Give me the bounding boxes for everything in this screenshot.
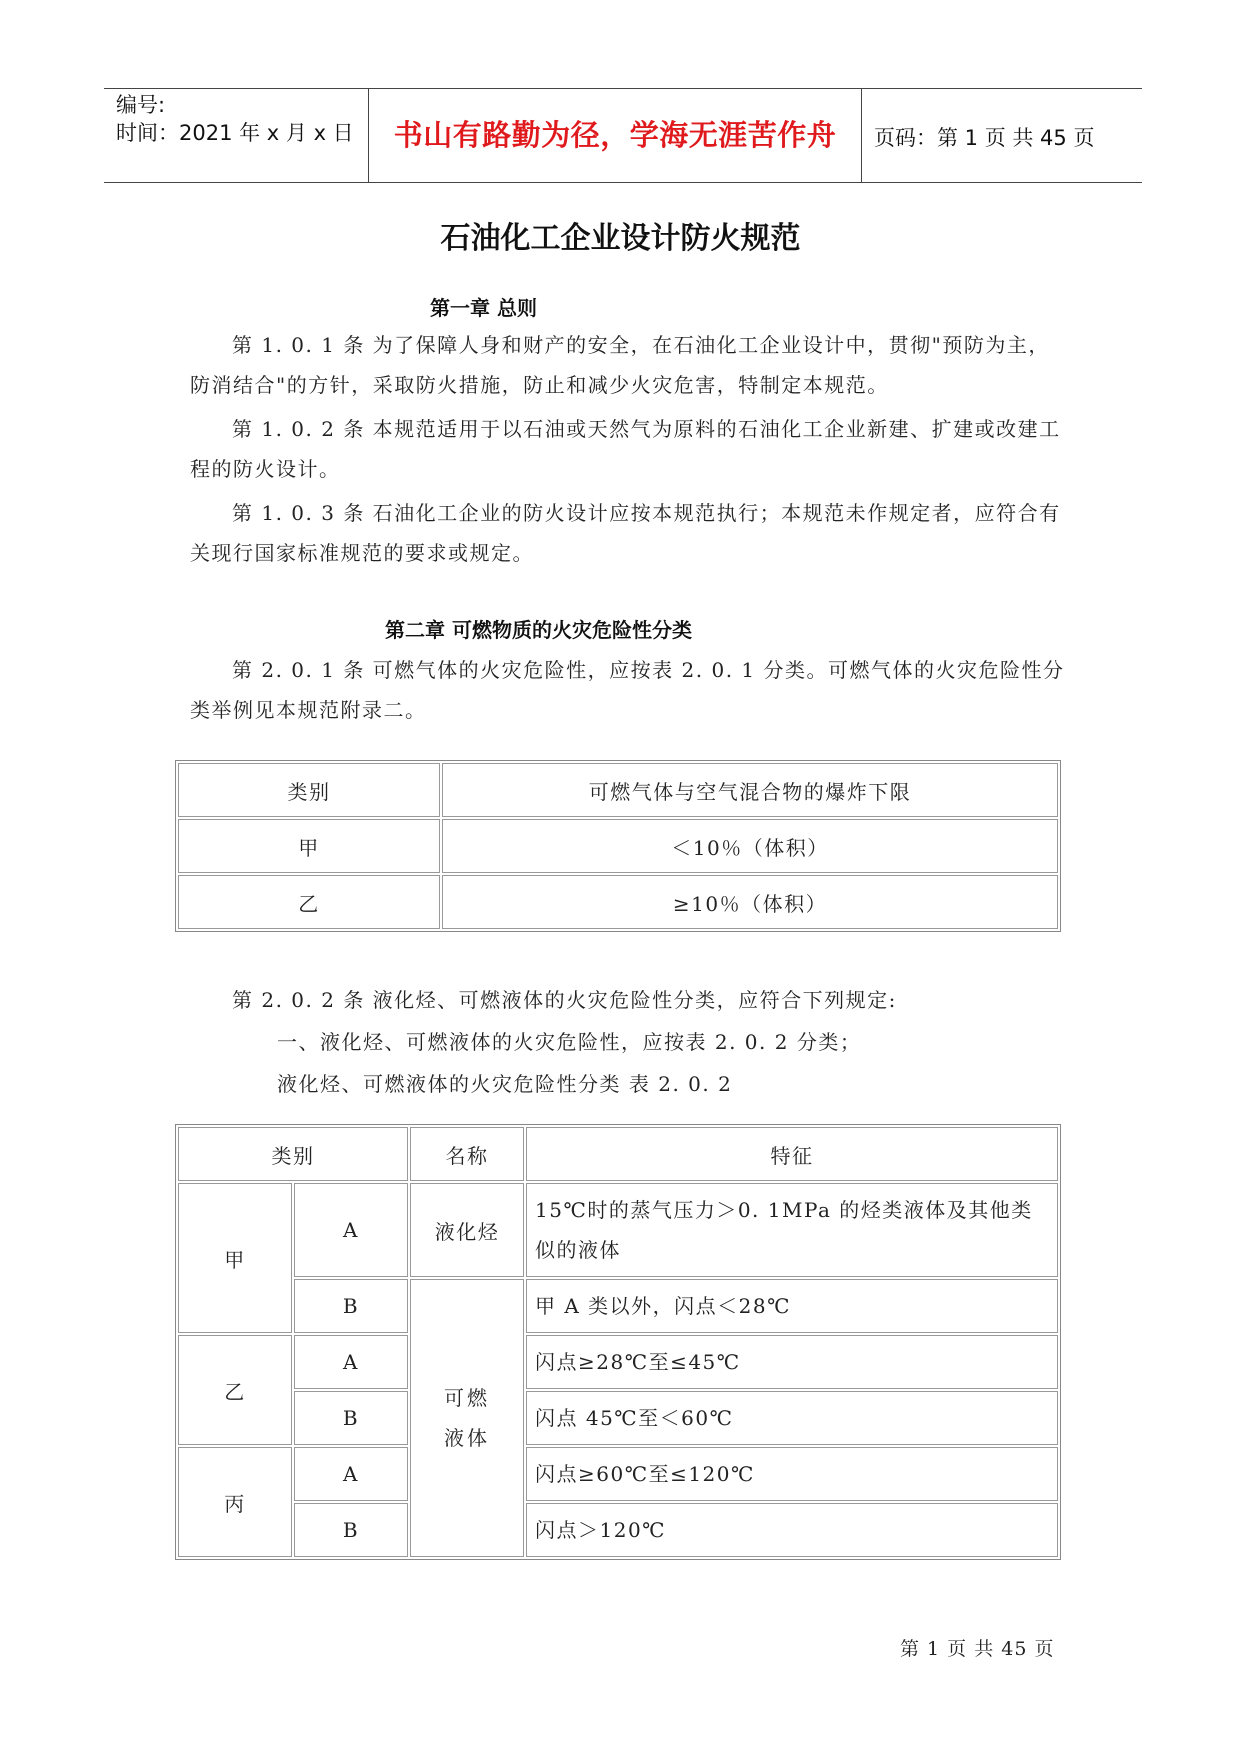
table-header-row <box>178 1127 1058 1181</box>
table-cell: B <box>294 1279 408 1333</box>
table-cell: A <box>294 1335 408 1389</box>
header-divider <box>861 89 862 183</box>
table-row <box>178 1335 1058 1389</box>
page-header <box>104 88 1142 183</box>
table-row <box>178 1391 1058 1445</box>
document-number-label: 编号: <box>116 93 166 117</box>
table-header-row <box>178 763 1058 817</box>
table-cell: 15℃时的蒸气压力＞0. 1MPa 的烃类液体及其他类似的液体 <box>526 1183 1058 1277</box>
table-cell: 闪点＞120℃ <box>526 1503 1058 1557</box>
document-title: 石油化工企业设计防火规范 <box>440 221 801 256</box>
table-cell: 甲 A 类以外，闪点＜28℃ <box>526 1279 1058 1333</box>
header-meta <box>116 91 354 147</box>
table-cell: 液化烃 <box>410 1183 524 1277</box>
table-cell: 甲 <box>178 1183 292 1333</box>
table-header-cell: 名称 <box>410 1127 524 1181</box>
paragraph: 第 1. 0. 1 条 为了保障人身和财产的安全，在石油化工企业设计中，贯彻"预防为主，防消结合"的方针，采取防火措施，防止和减少火灾危害，特制定本规范。 <box>190 333 1050 397</box>
chapter-heading: 第二章 可燃物质的火灾危险性分类 <box>385 618 692 642</box>
table-cell: 甲 <box>178 819 440 873</box>
table-row <box>178 1503 1058 1557</box>
table-cell: 闪点 45℃至＜60℃ <box>526 1391 1058 1445</box>
paragraph: 第 1. 0. 3 条 石油化工企业的防火设计应按本规范执行；本规范未作规定者，应符合有关现行国家标准规范的要求或规定。 <box>190 501 1061 565</box>
page-footer: 第 1 页 共 45 页 <box>900 1638 1055 1660</box>
table-cell: 可燃液体 <box>410 1279 524 1557</box>
table-cell: B <box>294 1391 408 1445</box>
document-time-label: 时间：2021 年 x 月 x 日 <box>116 121 354 145</box>
table-header-cell: 特征 <box>526 1127 1058 1181</box>
table-cell: ＜10％（体积） <box>442 819 1058 873</box>
table-header-cell: 类别 <box>178 763 440 817</box>
table-cell: 闪点≥28℃至≤45℃ <box>526 1335 1058 1389</box>
table-cell: ≥10％（体积） <box>442 875 1058 929</box>
gas-hazard-table <box>175 760 1061 932</box>
table-cell: 乙 <box>178 1335 292 1445</box>
table-header-cell: 可燃气体与空气混合物的爆炸下限 <box>442 763 1058 817</box>
table-row <box>178 1447 1058 1501</box>
table-row <box>178 875 1058 929</box>
paragraph: 第 2. 0. 1 条 可燃气体的火灾危险性，应按表 2. 0. 1 分类。可燃气体的火灾危险性分类举例见本规范附录二。 <box>190 658 1065 722</box>
header-page-label: 页码：第 1 页 共 45 页 <box>874 126 1095 150</box>
table-cell: B <box>294 1503 408 1557</box>
table-cell: A <box>294 1447 408 1501</box>
table-cell: 乙 <box>178 875 440 929</box>
table-cell: 闪点≥60℃至≤120℃ <box>526 1447 1058 1501</box>
header-motto: 书山有路勤为径，学海无涯苦作舟 <box>393 118 837 152</box>
table-caption: 液化烃、可燃液体的火灾危险性分类 表 2. 0. 2 <box>277 1072 733 1096</box>
paragraph: 第 1. 0. 2 条 本规范适用于以石油或天然气为原料的石油化工企业新建、扩建或改建工程的防火设计。 <box>190 417 1061 481</box>
paragraph: 第 2. 0. 2 条 液化烃、可燃液体的火灾危险性分类，应符合下列规定: <box>232 988 897 1012</box>
table-header-cell: 类别 <box>178 1127 408 1181</box>
chapter-heading: 第一章 总则 <box>430 296 537 320</box>
table-row <box>178 1183 1058 1277</box>
table-row <box>178 819 1058 873</box>
table-row <box>178 1279 1058 1333</box>
table-cell: 丙 <box>178 1447 292 1557</box>
table-cell: A <box>294 1183 408 1277</box>
paragraph: 一、液化烃、可燃液体的火灾危险性，应按表 2. 0. 2 分类； <box>277 1030 862 1054</box>
liquid-hazard-table <box>175 1124 1061 1560</box>
